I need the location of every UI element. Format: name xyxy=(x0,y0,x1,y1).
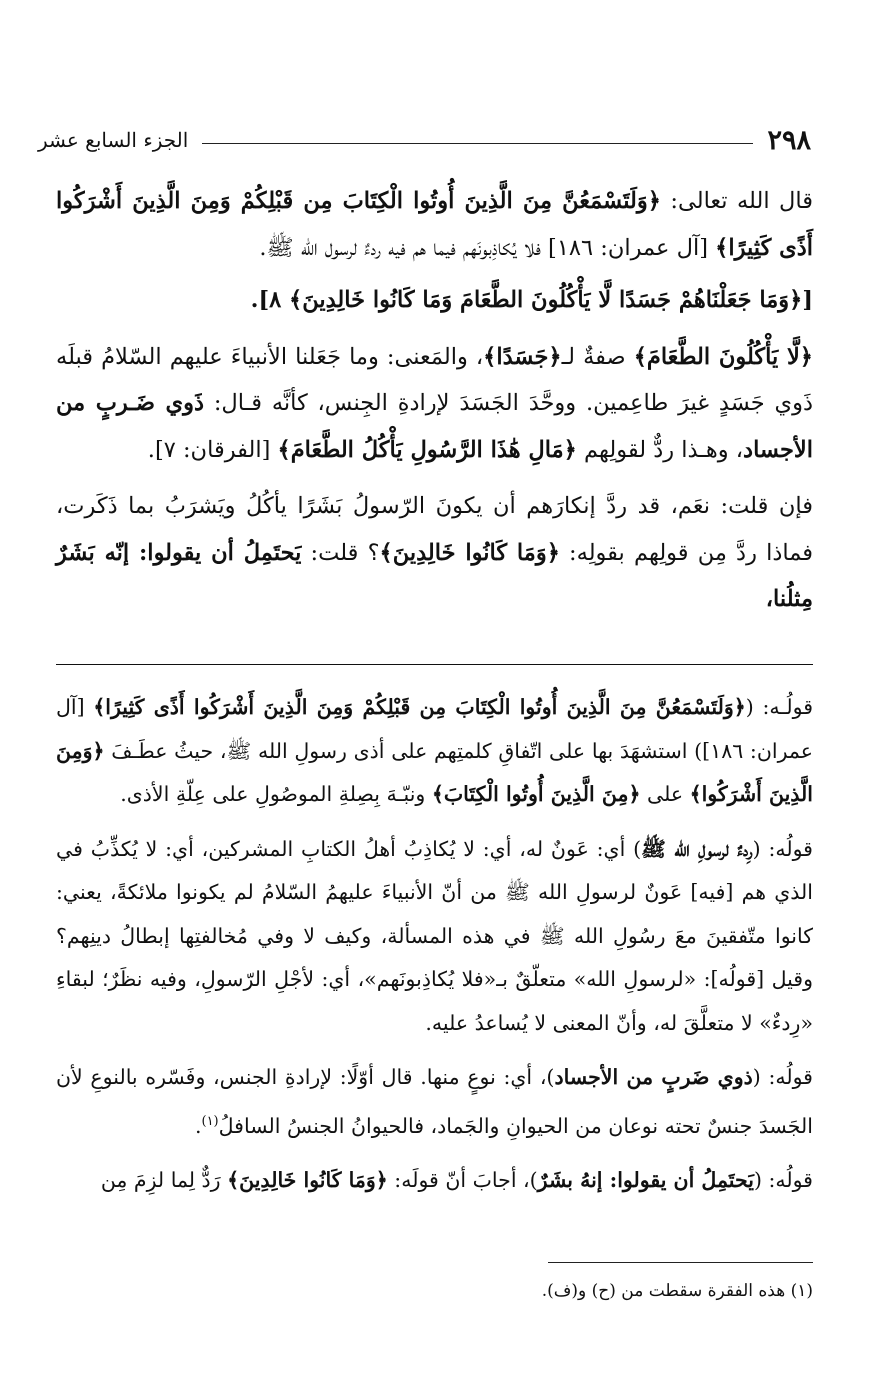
footnote-rule xyxy=(548,1262,813,1263)
text-span: على xyxy=(640,782,690,806)
text-span: رَدٌّ لِما لزِمَ مِن xyxy=(100,1167,228,1192)
bold-phrase: رِدءٌ لرسولِ الله ﷺ xyxy=(641,836,753,861)
commentary-paragraph-3 xyxy=(56,1056,813,1148)
text-span: فإن قلت: نعَم، قد ردَّ إنكارَهم أن يكونَ الرّسولُ بَشَرًا يأكُلُ ويَشرَبُ بما ذَكَرت، فماذا ردَّ مِن قولِهم بقولِه: xyxy=(56,493,813,566)
commentary-paragraph-2 xyxy=(56,828,813,1046)
text-span: قولُه: ( xyxy=(752,1065,813,1089)
main-paragraph-2 xyxy=(56,277,813,324)
text-span: قولُـه: ( xyxy=(745,695,813,719)
volume-title: الجزء السابع عشر xyxy=(38,128,189,152)
text-span: ، وهـذا ردٌّ لقولِهم xyxy=(576,436,744,463)
text-span: ، والمَعنى: وما جَعَلنا الأنبياءَ عليهم السّلامُ قبلَه ذَوي جَسَدٍ غيرَ طاعِمين. ووحَّدَ الجَسَدَ لإرادةِ الجِنس، كأنَّه قـال: xyxy=(56,343,814,416)
text-span: ؟ قلت: xyxy=(301,539,380,566)
text-span: . xyxy=(194,1113,202,1138)
bold-phrase: ذَوي ضَـربٍ من الأجساد xyxy=(56,390,813,463)
quran-verse: [﴿وَمَا جَعَلْنَاهُمْ جَسَدًا لَّا يَأْكُلُونَ الطَّعَامَ وَمَا كَانُوا خَالِدِينَ﴾ ٨]. xyxy=(250,287,813,313)
text-span: ونبّـهَ بِصِلةِ الموصُولِ على عِلّةِ الأذى. xyxy=(120,782,432,806)
quran-verse: ﴿جَسَدًا﴾ xyxy=(483,343,562,370)
page-number: ٢٩٨ xyxy=(767,124,811,156)
footnote-reference[interactable]: (١) xyxy=(201,1113,219,1129)
footnote: (١) هذه الفقرة سقطت من (ح) و(ف). xyxy=(541,1281,813,1301)
text-span: [الفرقان: ٧]. xyxy=(147,436,278,463)
quran-verse: ﴿لَّا يَأْكُلُونَ الطَّعَامَ﴾ xyxy=(633,343,813,370)
commentary-paragraph-1 xyxy=(56,686,813,817)
header-rule xyxy=(202,143,753,144)
text-span: ) أي: عَونٌ له، أي: لا يُكاذِبُ أهلُ الكتابِ المشركين، أي: لا يُكذِّبُ في الذي هم [فيه] عَونٌ لرسولِ الله ﷺ من أنّ الأنبياءَ عليهمُ السّلامُ لم يكونوا ملائكةً، يعني: كانوا متّفقينَ معَ رسُولِ الله ﷺ في هذه المسألة، وكيف لا وفي مُخالفتِها إبطالُ دينِهم؟ وقيل [قولُه]: «لرسولِ الله» متعلّقٌ بـ«فلا يُكاذِبونَهم»، أي: لأجْلِ الرّسولِ، وفيه نظَرٌ؛ لبقاءِ «رِدءٌ» لا متعلَّقَ له، وأنّ المعنى لا يُساعدُ عليه. xyxy=(56,836,813,1035)
quran-verse: ﴿مَالِ هَٰذَا الرَّسُولِ يَأْكُلُ الطَّعَامَ﴾ xyxy=(277,436,577,463)
quran-verse: ﴿وَمَا كَانُوا خَالِدِينَ﴾ xyxy=(227,1167,388,1192)
quran-verse: ﴿مِنَ الَّذِينَ أُوتُوا الْكِتَابَ﴾ xyxy=(431,782,641,806)
text-span: )، أجابَ أنّ قولَه: xyxy=(387,1167,538,1192)
main-paragraph-3 xyxy=(56,334,813,474)
text-span: صفةٌ لـ xyxy=(561,343,634,370)
bold-phrase: يَحتَمِلُ أن يقولوا: إنّه بَشَرٌ مِثلُنا، xyxy=(56,539,813,612)
bold-phrase: يَحتَمِلُ أن يقولوا: إنهُ بشَرٌ xyxy=(537,1167,754,1192)
commentary-text xyxy=(56,686,813,1202)
bold-phrase: ذوي ضَربٍ من الأجساد xyxy=(554,1065,753,1089)
text-span: قولُه: ( xyxy=(752,836,813,861)
text-span: )، أي: نوعٍ منها. قال أوّلًا: لإرادةِ الجنس، وفَسّره بالنوعِ لأن الجَسدَ جنسٌ تحته نوعان من الحيوانِ والجَماد، فالحيوانُ الجنسُ السافلُ xyxy=(56,1065,813,1138)
text-span: [آل عمران: ١٨٦]) استشهَدَ بها على اتّفاقِ كلمتِهم على أذى رسولِ الله ﷺ، حيثُ عطَـفَ xyxy=(56,695,813,763)
page-header xyxy=(38,120,811,160)
quran-verse: ﴿وَمِنَ الَّذِينَ أَشْرَكُوا﴾ xyxy=(56,738,813,806)
text-span: قال الله تعالى: xyxy=(660,188,813,214)
main-text xyxy=(56,178,813,623)
main-paragraph-4 xyxy=(56,483,813,623)
quran-verse: ﴿وَمَا كَانُوا خَالِدِينَ﴾ xyxy=(379,539,560,566)
quran-verse: ﴿وَلَتَسْمَعُنَّ مِنَ الَّذِينَ أُوتُوا الْكِتَابَ مِن قَبْلِكُمْ وَمِنَ الَّذِينَ أَشْرَكُوا أَذًى كَثِيرًا﴾ xyxy=(56,188,813,261)
quran-verse: ﴿وَلَتَسْمَعُنَّ مِنَ الَّذِينَ أُوتُوا الْكِتَابَ مِن قَبْلِكُمْ وَمِنَ الَّذِينَ أَشْرَكُوا أَذًى كَثِيرًا﴾ xyxy=(93,695,746,719)
text-span: قولُه: ( xyxy=(753,1167,813,1192)
text-span: [آل عمران: ١٨٦] فلا يُكاذِبونَهم فيما هم فيه ردءٌ لرسول الله ﷺ. xyxy=(259,234,716,261)
commentary-paragraph-4 xyxy=(56,1159,813,1203)
main-paragraph-1 xyxy=(56,178,813,271)
section-divider xyxy=(56,664,813,665)
